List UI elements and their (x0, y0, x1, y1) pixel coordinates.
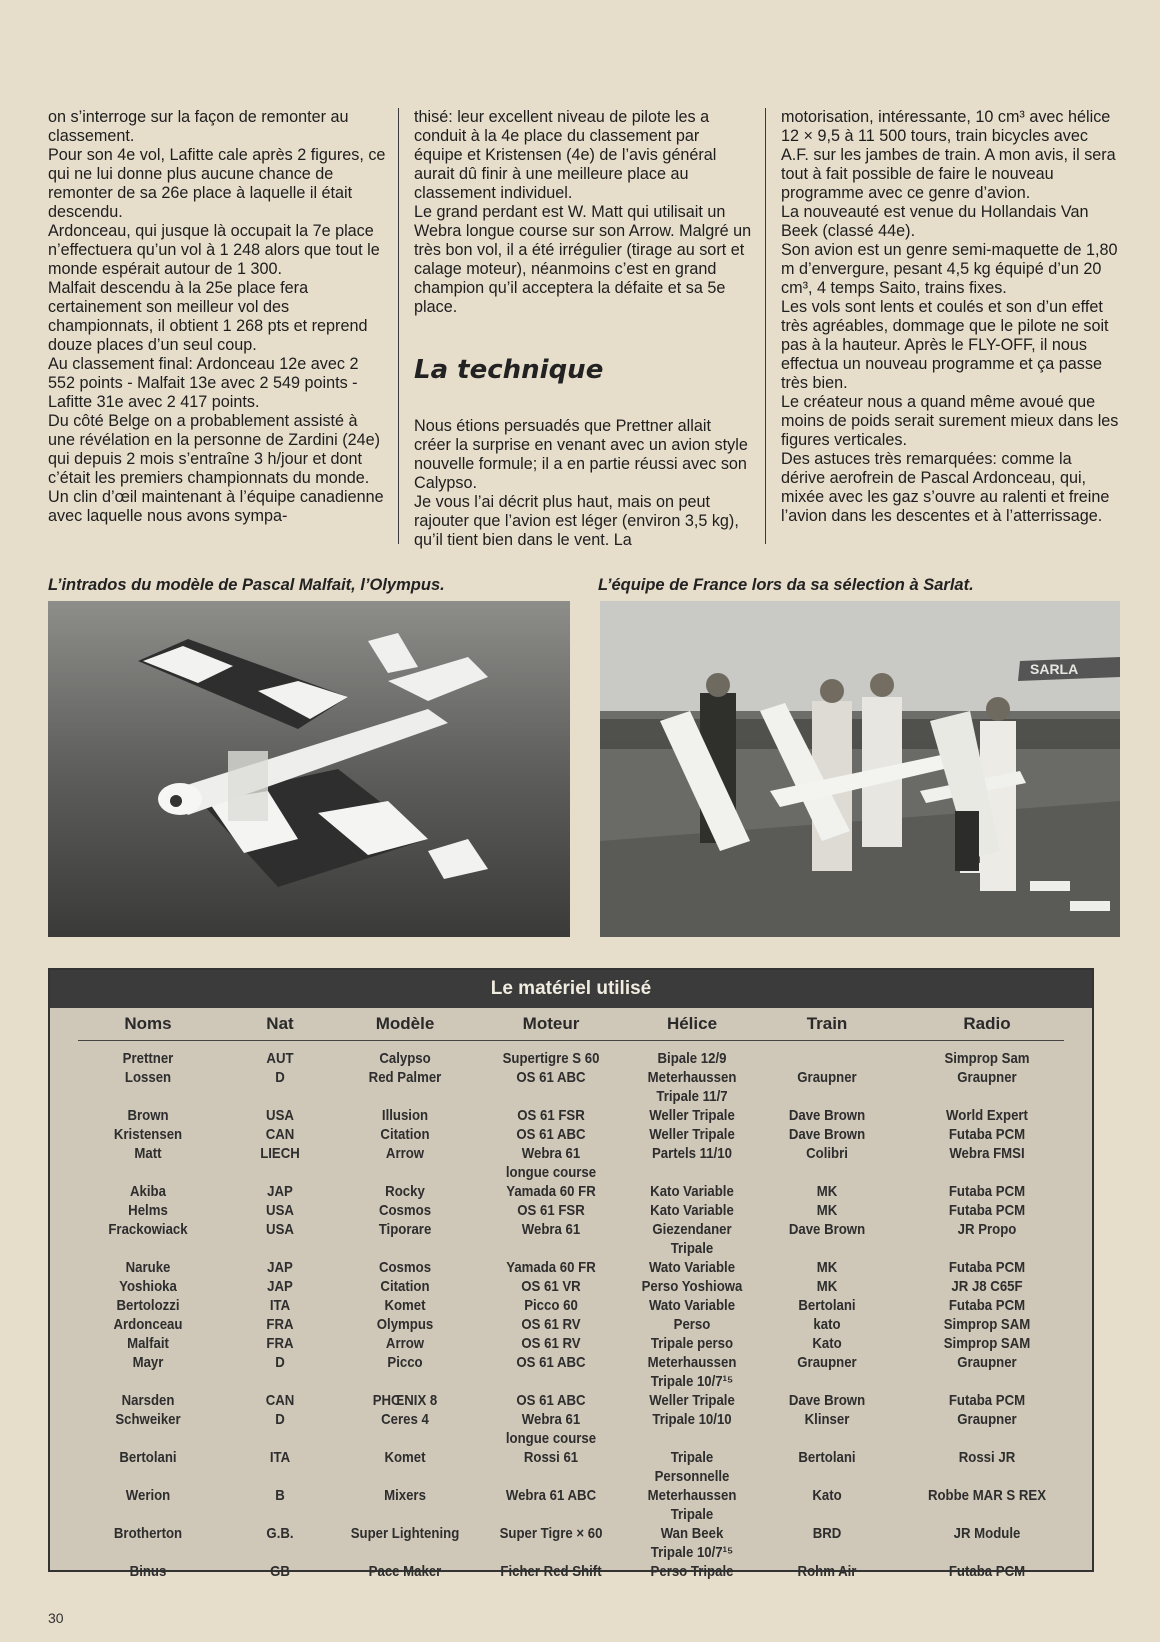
paragraph: Les vols sont lents et coulés et son d’un effet très agréables, dommage que le pilote ne soit pas à la hauteur. Après le FLY-OFF, il nous effectua un nouveau programme et ça passe très bien. (781, 298, 1109, 392)
table-cell: Perso Tripale (650, 1563, 734, 1580)
photo-olympus-airplane (48, 601, 570, 937)
table-cell: OS 61 FSR (517, 1202, 585, 1219)
table-cell: Helms (128, 1202, 168, 1219)
table-cell: Yamada 60 FR (506, 1259, 596, 1276)
table-cell: G.B. (266, 1525, 294, 1542)
text-column-3 (781, 108, 1119, 526)
table-cell: Kristensen (113, 1126, 183, 1143)
table-cell: Futaba PCM (948, 1392, 1026, 1409)
column-header: Train (806, 1014, 848, 1033)
paragraph: Des astuces très remarquées: comme la dérive aerofrein de Pascal Ardonceau, qui, mixée avec les gaz s’ouvre au ralenti et freine l’avion dans les descentes et à l’atterrissage. (781, 450, 1110, 525)
table-cell: JAP (267, 1259, 293, 1276)
table-cell: Perso (673, 1316, 711, 1333)
table-cell: Webra 61 ABC (505, 1487, 597, 1504)
table-cell: FRA (266, 1335, 294, 1352)
paragraph: Le créateur nous a quand même avoué que moins de poids serait surement mieux dans les figures verticales. (781, 393, 1119, 449)
table-cell: USA (266, 1202, 294, 1219)
column-header: Radio (963, 1014, 1011, 1033)
table-cell: Simprop SAM (943, 1335, 1031, 1352)
table-cell: Super Tigre × 60 (499, 1525, 603, 1542)
table-cell: LIECH (260, 1145, 300, 1162)
table-cell: Kato Variable (650, 1183, 734, 1200)
table-cell: kato (813, 1316, 841, 1333)
table-cell: Rossi JR (958, 1449, 1016, 1466)
table-cell: Komet (384, 1297, 426, 1314)
table-cell: Matt (134, 1145, 162, 1162)
column-header: Modèle (375, 1014, 435, 1033)
table-cell: Yamada 60 FR (506, 1183, 596, 1200)
table-cell: OS 61 FSR (517, 1107, 585, 1124)
paragraph: motorisation, intéressante, 10 cm³ avec hélice 12 × 9,5 à 11 500 tours, train bicycles avec A.F. sur les jambes de train. A mon avis, il sera tout à fait possible de faire le nouveau programme avec ce genre d’avion. (781, 108, 1116, 202)
table-row (50, 1125, 1092, 1144)
table-row (50, 1486, 1092, 1524)
table-cell: Tripale Personnelle (654, 1449, 730, 1485)
table-cell: Mayr (132, 1354, 164, 1371)
table-cell: Ardonceau (113, 1316, 183, 1333)
table-cell: Naruke (125, 1259, 171, 1276)
table-cell: Futaba PCM (948, 1259, 1026, 1276)
table-cell: Pace Maker (368, 1563, 442, 1580)
table-cell: Picco (387, 1354, 423, 1371)
table-cell: Tripale perso (650, 1335, 734, 1352)
table-cell: Graupner (957, 1411, 1017, 1428)
table-cell: OS 61 RV (521, 1335, 581, 1352)
table-cell: Dave Brown (788, 1392, 866, 1409)
table-cell: Webra FMSI (949, 1145, 1025, 1162)
table-cell: Ceres 4 (381, 1411, 429, 1428)
table-header-row (50, 1014, 1092, 1040)
table-cell: Cosmos (378, 1202, 432, 1219)
table-cell: MK (816, 1202, 838, 1219)
table-cell: JR J8 C65F (951, 1278, 1023, 1295)
table-cell: Arrow (385, 1145, 425, 1162)
table-cell: Robbe MAR S REX (927, 1487, 1047, 1504)
table-cell: D (275, 1069, 285, 1086)
table-cell: Super Lightening (350, 1525, 460, 1542)
paragraph: Malfait descendu à la 25e place fera certainement son meilleur vol des championnats, il obtient 1 268 pts et reprend douze places d’un seul coup. (48, 279, 368, 354)
table-cell: Meterhaussen Tripale (647, 1487, 737, 1523)
table-cell: D (275, 1354, 285, 1371)
table-cell: Webra 61 longue course (505, 1411, 597, 1447)
table-row (50, 1258, 1092, 1277)
table-cell: Simprop SAM (943, 1316, 1031, 1333)
column-header: Hélice (666, 1014, 718, 1033)
table-cell: Colibri (806, 1145, 848, 1162)
table-cell: Calypso (379, 1050, 431, 1067)
table-cell: Ficher Red Shift (500, 1563, 602, 1580)
table-cell: Akiba (130, 1183, 166, 1200)
photo-caption-right: L’équipe de France lors da sa sélection à Sarlat. (598, 576, 974, 594)
table-cell: Giezendaner Tripale (652, 1221, 732, 1257)
table-cell: Tiporare (378, 1221, 432, 1238)
table-cell: Rocky (385, 1183, 425, 1200)
paragraph: Ardonceau, qui jusque là occupait la 7e place n’effectuera qu’un vol à 1 248 alors que tout le monde espérait autour de 1 300. (48, 222, 380, 278)
table-row (50, 1562, 1092, 1581)
table-cell: Frackowiack (108, 1221, 188, 1238)
section-title: La technique (414, 355, 604, 385)
table-cell: OS 61 RV (521, 1316, 581, 1333)
table-cell: Wan Beek Tripale 10/7¹⁵ (650, 1525, 734, 1561)
table-cell: ITA (269, 1449, 291, 1466)
paragraph: Au classement final: Ardonceau 12e avec 2 552 points - Malfait 13e avec 2 549 points - Lafitte 31e avec 2 417 points. (48, 355, 359, 411)
table-cell: Perso Yoshiowa (641, 1278, 743, 1295)
table-cell: Wato Variable (648, 1297, 736, 1314)
table-cell: Cosmos (378, 1259, 432, 1276)
photo-caption-left: L’intrados du modèle de Pascal Malfait, l’Olympus. (48, 576, 445, 594)
table-cell: MK (816, 1278, 838, 1295)
text-column-2 (414, 108, 752, 550)
table-cell: Citation (380, 1278, 430, 1295)
table-cell: MK (816, 1259, 838, 1276)
paragraph: Nous étions persuadés que Prettner allait créer la surprise en venant avec un avion style nouvelle formule; il a en partie réussi avec son Calypso. (414, 417, 748, 492)
table-cell: Dave Brown (788, 1221, 866, 1238)
table-cell: Webra 61 (521, 1221, 581, 1238)
table-cell: Mixers (384, 1487, 426, 1504)
table-cell: OS 61 ABC (516, 1069, 586, 1086)
table-cell: Supertigre S 60 (502, 1050, 600, 1067)
table-cell: Yoshioka (119, 1278, 177, 1295)
table-header-rule (78, 1040, 1064, 1041)
paragraph: Pour son 4e vol, Lafitte cale après 2 figures, ce qui ne lui donne plus aucune chance de remonter de sa 26e place à laquelle il était descendu. (48, 146, 386, 221)
paragraph: Je vous l’ai décrit plus haut, mais on peut rajouter que l’avion est léger (environ 3,5 kg), qu’il tient bien dans le vent. La (414, 493, 739, 549)
table-cell: BRD (812, 1525, 842, 1542)
table-cell: Bertolozzi (116, 1297, 180, 1314)
equipment-table (48, 968, 1094, 1580)
banner-text: SARLA (1030, 661, 1079, 677)
table-cell: JAP (267, 1183, 293, 1200)
table-cell: Klinser (804, 1411, 850, 1428)
table-row (50, 1220, 1092, 1258)
table-row (50, 1068, 1092, 1106)
paragraph: Son avion est un genre semi-maquette de 1,80 m d’envergure, pesant 4,5 kg équipé d’un 20 cm³, 4 temps Saito, trains fixes. (781, 241, 1118, 297)
table-row (50, 1448, 1092, 1486)
table-row (50, 1524, 1092, 1562)
paragraph: La nouveauté est venue du Hollandais Van Beek (classé 44e). (781, 203, 1089, 240)
table-cell: Dave Brown (788, 1107, 866, 1124)
table-cell: Olympus (376, 1316, 434, 1333)
table-cell: Meterhaussen Tripale 10/7¹⁵ (647, 1354, 737, 1390)
table-cell: Graupner (957, 1354, 1017, 1371)
table-row (50, 1049, 1092, 1068)
table-cell: Binus (129, 1563, 167, 1580)
table-cell: World Expert (946, 1107, 1028, 1124)
table-cell: Illusion (381, 1107, 429, 1124)
table-cell: Futaba PCM (948, 1126, 1026, 1143)
column-header: Nat (266, 1014, 294, 1033)
table-cell: Simprop Sam (944, 1050, 1030, 1067)
table-cell: Futaba PCM (948, 1297, 1026, 1314)
table-row (50, 1144, 1092, 1182)
table-cell: Rohm Air (797, 1563, 857, 1580)
paragraph: Un clin d’œil maintenant à l’équipe canadienne avec laquelle nous avons sympa- (48, 488, 384, 525)
table-row (50, 1410, 1092, 1448)
table-cell: Kato (812, 1487, 842, 1504)
table-cell: Red Palmer (368, 1069, 442, 1086)
table-cell: USA (266, 1221, 294, 1238)
table-cell: Futaba PCM (948, 1563, 1026, 1580)
table-cell: Lossen (124, 1069, 172, 1086)
table-cell: Graupner (797, 1069, 857, 1086)
table-cell: Rossi 61 (523, 1449, 579, 1466)
table-cell: Narsden (121, 1392, 175, 1409)
table-cell: AUT (266, 1050, 294, 1067)
table-cell: B (275, 1487, 285, 1504)
paragraph: Du côté Belge on a probablement assisté à une révélation en la personne de Zardini (24e) qui depuis 2 mois s’entraîne 3 h/jour et dont c’était les premiers championnats du monde. (48, 412, 381, 487)
table-cell: OS 61 VR (521, 1278, 581, 1295)
table-cell: Dave Brown (788, 1126, 866, 1143)
table-cell: Wato Variable (648, 1259, 736, 1276)
table-cell: Prettner (122, 1050, 174, 1067)
table-cell: MK (816, 1183, 838, 1200)
table-cell: D (275, 1411, 285, 1428)
table-row (50, 1353, 1092, 1391)
table-cell: Bertolani (119, 1449, 177, 1466)
table-cell: Graupner (797, 1354, 857, 1371)
table-cell: Futaba PCM (948, 1183, 1026, 1200)
table-cell: OS 61 ABC (516, 1126, 586, 1143)
table-row (50, 1106, 1092, 1125)
table-cell: Brown (127, 1107, 169, 1124)
table-cell: Bipale 12/9 (657, 1050, 727, 1067)
table-cell: Futaba PCM (948, 1202, 1026, 1219)
table-cell: FRA (266, 1316, 294, 1333)
table-cell: ITA (269, 1297, 291, 1314)
table-title: Le matériel utilisé (50, 970, 1092, 1008)
table-cell: Tripale 10/10 (652, 1411, 732, 1428)
table-cell: Weller Tripale (649, 1107, 735, 1124)
table-cell: USA (266, 1107, 294, 1124)
table-row (50, 1182, 1092, 1201)
table-body (50, 1049, 1092, 1581)
table-cell: OS 61 ABC (516, 1392, 586, 1409)
text-column-1 (48, 108, 386, 526)
table-cell: Kato Variable (650, 1202, 734, 1219)
column-divider (398, 108, 399, 544)
table-cell: Citation (380, 1126, 430, 1143)
table-cell: Bertolani (798, 1297, 856, 1314)
table-cell: Weller Tripale (649, 1392, 735, 1409)
table-cell: JAP (267, 1278, 293, 1295)
table-cell: Bertolani (798, 1449, 856, 1466)
table-cell: Weller Tripale (649, 1126, 735, 1143)
table-cell: Webra 61 longue course (505, 1145, 597, 1181)
table-cell: Malfait (127, 1335, 169, 1352)
photo-french-team-sarlat (600, 601, 1120, 937)
table-cell: CAN (265, 1392, 295, 1409)
table-cell: Schweiker (115, 1411, 181, 1428)
table-row (50, 1315, 1092, 1334)
paragraph: on s’interroge sur la façon de remonter au classement. (48, 108, 349, 145)
page-number: 30 (48, 1610, 64, 1626)
paragraph: Le grand perdant est W. Matt qui utilisait un Webra longue course sur son Arrow. Malgré un très bon vol, il a été irrégulier (tirage au sort et calage moteur), néanmoins c’est en grand champion qu’il acceptera la défaite et sa 5e place. (414, 203, 752, 316)
table-cell: Picco 60 (524, 1297, 578, 1314)
table-cell: Kato (812, 1335, 842, 1352)
paragraph: thisé: leur excellent niveau de pilote les a conduit à la 4e place du classement par équipe et Kristensen (4e) de l’avis général aurait dû finir à une meilleure place au classement individuel. (414, 108, 717, 202)
column-header: Moteur (522, 1014, 580, 1033)
table-cell: Partels 11/10 (651, 1145, 732, 1162)
table-row (50, 1391, 1092, 1410)
table-row (50, 1201, 1092, 1220)
column-header: Noms (124, 1014, 172, 1033)
table-cell: Werion (125, 1487, 171, 1504)
table-row (50, 1277, 1092, 1296)
table-cell: Arrow (385, 1335, 425, 1352)
table-cell: Komet (384, 1449, 426, 1466)
column-divider (765, 108, 766, 544)
table-cell: JR Propo (957, 1221, 1017, 1238)
table-cell: JR Module (953, 1525, 1021, 1542)
table-cell: Graupner (957, 1069, 1017, 1086)
table-cell: CAN (265, 1126, 295, 1143)
table-cell: GB (270, 1563, 290, 1580)
table-row (50, 1296, 1092, 1315)
table-cell: Meterhaussen Tripale 11/7 (647, 1069, 737, 1105)
table-cell: PHŒNIX 8 (372, 1392, 438, 1409)
table-row (50, 1334, 1092, 1353)
table-cell: Brotherton (113, 1525, 183, 1542)
table-cell: OS 61 ABC (516, 1354, 586, 1371)
